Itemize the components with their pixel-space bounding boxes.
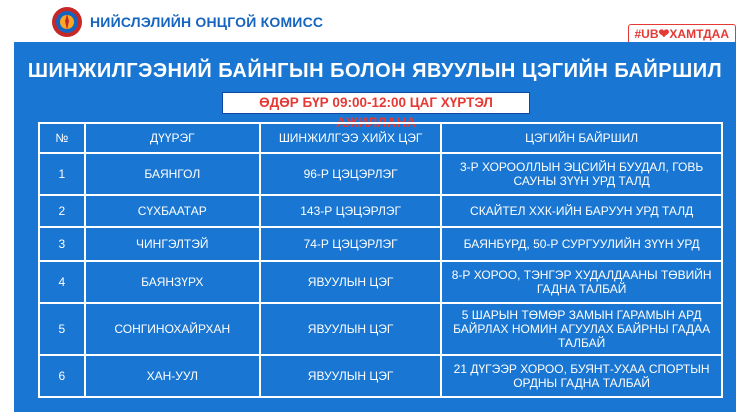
row-location: БАЯНБҮРД, 50-Р СУРГУУЛИЙН ЗҮҮН УРД (441, 227, 722, 261)
row-point: 96-Р ЦЭЦЭРЛЭГ (260, 153, 441, 195)
badge-prefix: #UB (634, 27, 659, 41)
col-header-number: № (39, 123, 85, 153)
row-district: СҮХБААТАР (85, 195, 260, 227)
row-location: 21 ДҮГЭЭР ХОРОО, БУЯНТ-УХАА СПОРТЫН ОРДНЫ ГАДНА ТАЛБАЙ (441, 355, 722, 397)
row-location: СКАЙТЕЛ ХХК-ИЙН БАРУУН УРД ТАЛД (441, 195, 722, 227)
badge-suffix: ХАМТДАА (669, 27, 729, 41)
col-header-point: ШИНЖИЛГЭЭ ХИЙХ ЦЭГ (260, 123, 441, 153)
emblem-icon (50, 5, 84, 39)
row-number: 4 (39, 261, 85, 303)
row-number: 1 (39, 153, 85, 195)
row-point: ЯВУУЛЫН ЦЭГ (260, 303, 441, 355)
row-number: 3 (39, 227, 85, 261)
row-district: БАЯНГОЛ (85, 153, 260, 195)
table-row (39, 261, 722, 303)
row-point: 74-Р ЦЭЦЭРЛЭГ (260, 227, 441, 261)
row-number: 2 (39, 195, 85, 227)
hours-banner: ӨДӨР БҮР 09:00-12:00 ЦАГ ХҮРТЭЛ АЖИЛЛАНА (222, 92, 530, 114)
row-district: ЧИНГЭЛТЭЙ (85, 227, 260, 261)
row-location: 5 ШАРЫН ТӨМӨР ЗАМЫН ГАРАМЫН АРД БАЙРЛАХ НОМИН АГУУЛАХ БАЙРНЫ ГАДАА ТАЛБАЙ (441, 303, 722, 355)
row-point: ЯВУУЛЫН ЦЭГ (260, 355, 441, 397)
table-row (39, 303, 722, 355)
content-panel (14, 42, 736, 412)
col-header-district: ДҮҮРЭГ (85, 123, 260, 153)
header-bar (0, 0, 750, 40)
row-point: ЯВУУЛЫН ЦЭГ (260, 261, 441, 303)
table-row (39, 153, 722, 195)
row-location: 3-Р ХОРООЛЛЫН ЭЦСИЙН БУУДАЛ, ГОВЬ САУНЫ ЗҮҮН УРД ТАЛД (441, 153, 722, 195)
row-location: 8-Р ХОРОО, ТЭНГЭР ХУДАЛДААНЫ ТӨВИЙН ГАДНА ТАЛБАЙ (441, 261, 722, 303)
heart-icon: ❤ (658, 26, 670, 41)
org-name: НИЙСЛЭЛИЙН ОНЦГОЙ КОМИСС (90, 14, 324, 30)
hashtag-badge (628, 24, 737, 44)
table-row (39, 355, 722, 397)
page-title: ШИНЖИЛГЭЭНИЙ БАЙНГЫН БОЛОН ЯВУУЛЫН ЦЭГИЙН БАЙРШИЛ (27, 60, 723, 82)
row-number: 5 (39, 303, 85, 355)
table-header-row (39, 123, 722, 153)
locations-table (38, 122, 723, 398)
col-header-location: ЦЭГИЙН БАЙРШИЛ (441, 123, 722, 153)
row-district: ХАН-УУЛ (85, 355, 260, 397)
table-row (39, 227, 722, 261)
row-district: БАЯНЗҮРХ (85, 261, 260, 303)
row-district: СОНГИНОХАЙРХАН (85, 303, 260, 355)
row-number: 6 (39, 355, 85, 397)
row-point: 143-Р ЦЭЦЭРЛЭГ (260, 195, 441, 227)
table-row (39, 195, 722, 227)
